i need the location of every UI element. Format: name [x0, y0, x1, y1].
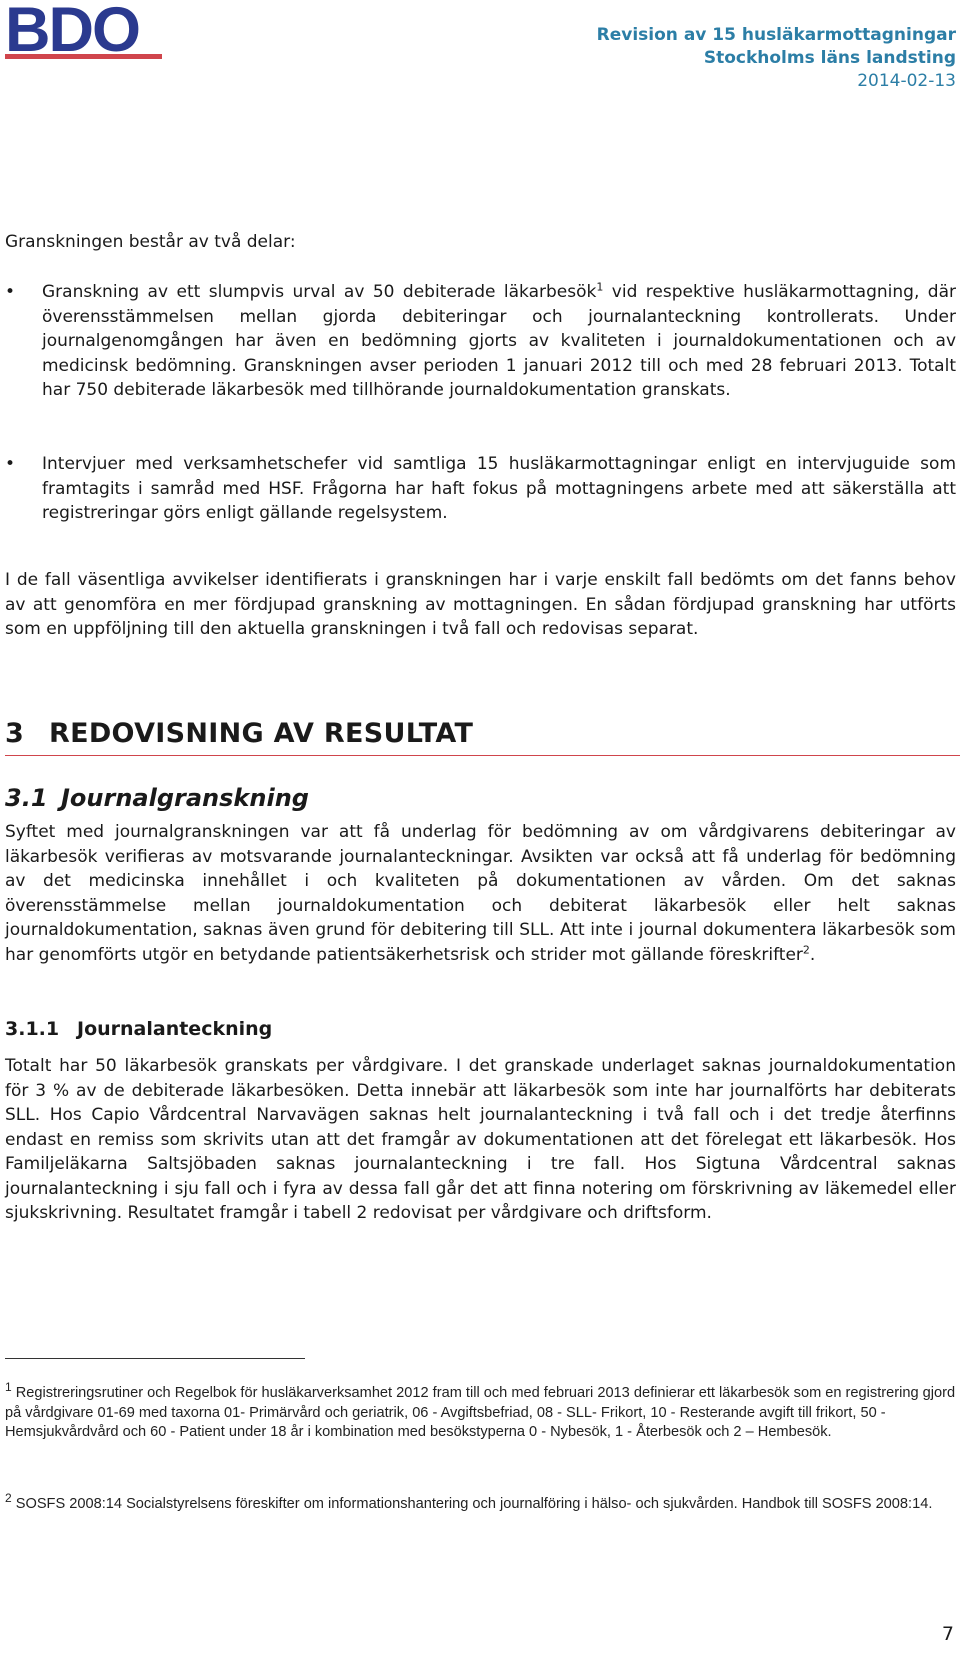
footnote-mark: 1: [5, 1380, 12, 1395]
section-3-1-1-body: Totalt har 50 läkarbesök granskats per vårdgivare. I det granskade underlaget saknas journaldokumentation för 3 % av de debiterade läkarbesöken. Detta innebär att läkarbesök som inte har journalförts har debiterats SLL. Hos Capio Vårdcentral Narvavägen saknas helt journalanteckning i två fall och i det tredje återfinns endast en remiss som skrivits utan att det framgår av dokumentationen att det förelegat ett läkarbesök. Hos Familjeläkarna Saltsjöbaden saknas journalanteckning i tre fall. Hos Sigtuna Vårdcentral saknas journalanteckning i sju fall och i fyra av dessa fall går det att finna notering om förskrivning av läkemedel eller sjukskrivning. Resultatet framgår i tabell 2 redovisat per vårdgivare och driftsform.: [5, 1056, 956, 1223]
bullet-text-cont: vid respektive husläkarmottagning, där överensstämmelsen mellan gjorda debiteringar och journalanteckning kontrollerats. Under journalgenomgången har även en bedömning gjorts av kvaliteten i journaldokumentationen och av medicinsk bedömning. Granskningen avser perioden 1 januari 2012 till och med 28 februari 2013. Totalt har 750 debiterade läkarbesök med tillhörande journaldokumentation granskats.: [42, 282, 956, 400]
section-number: 3.1.1: [5, 1018, 60, 1040]
section-number: 3: [5, 718, 25, 749]
logo-text: BDO: [5, 2, 139, 64]
bdo-logo: [5, 2, 165, 64]
body-text: Syftet med journalgranskningen var att få underlag för bedömning av om vårdgivarens debiteringar av läkarbesök verifieras av motsvarande journalanteckningar. Avsikten var också att få underlag för bedömning av det medicinska innehållet i och kvaliteten på dokumentationen av vården. Om det saknas överensstämmelse mellan journaldokumentation och debiterat läkarbesök eller helt saknas journaldokumentation, saknas även grund för debitering till SLL. Att inte i journal dokumentera läkarbesök som har genomförts utgör en betydande patientsäkerhetsrisk och strider mot gällande föreskrifter: [5, 822, 956, 965]
footnote-mark: 2: [5, 1491, 12, 1506]
footnote-text: SOSFS 2008:14 Socialstyrelsens föreskifter om informationshantering och journalföring i hälso- och sjukvården. Handbok till SOSFS 2008:14.: [11, 1496, 933, 1512]
header-subtitle: Stockholms läns landsting: [703, 48, 956, 68]
bullet-item-sample-review: [5, 280, 956, 403]
section-3-1-body: [5, 820, 956, 967]
footnote-text: Registreringsrutiner och Regelbok för husläkarverksamhet 2012 fram till och med februari 2013 definierar ett läkarbesök som en registrering gjord på vårdgivare 01-69 med taxorna 01- Primärvård och geriatrik, 06 - Avgiftsbefriad, 08 - SLL- Frikort, 10 - Resterande avgift till frikort, 50 - Hemsjukvårdvård och 60 - Patient under 18 år i kombination med besökstyperna 0 - Nybesök, 1 - Återbesök och 2 – Hembesök.: [5, 1385, 956, 1440]
section-title: Journalanteckning: [77, 1018, 273, 1040]
footnote-separator: [5, 1358, 305, 1359]
header-title: Revision av 15 husläkarmottagningar: [596, 25, 956, 45]
paragraph-deviations: I de fall väsentliga avvikelser identifierats i granskningen har i varje enskilt fall bedömts om det fanns behov av att genomföra en mer fördjupad granskning av mottagningen. En sådan fördjupad granskning har utförts som en uppföljning till den aktuella granskningen i två fall och redovisas separat.: [5, 570, 956, 639]
header-date: 2014-02-13: [857, 71, 956, 91]
bullet-list-2: [5, 452, 956, 526]
footnote-ref-2: 2: [802, 942, 810, 956]
footnote-1: [5, 1380, 956, 1443]
footnote-ref-1: 1: [596, 280, 604, 294]
section-number: 3.1: [5, 784, 48, 812]
bullet-item-interviews: • Intervjuer med verksamhetschefer vid samtliga 15 husläkarmottagningar enligt en intervjuguide som framtagits i samråd med HSF. Frågorna har haft fokus på mottagningens arbete med att säkerställa att registreringar görs enligt gällande regelsystem.: [5, 452, 956, 526]
page-number: 7: [941, 1623, 954, 1645]
running-header: [597, 24, 956, 93]
section-heading-3-1-1: [5, 1018, 272, 1040]
section-title: REDOVISNING AV RESULTAT: [49, 718, 474, 749]
section-title: Journalgranskning: [61, 784, 309, 812]
section-heading-3: [5, 718, 960, 756]
body-text-end: .: [809, 944, 816, 965]
bullet-text: Granskning av ett slumpvis urval av 50 debiterade läkarbesök: [42, 282, 597, 302]
bullet-list-1: [5, 280, 956, 403]
intro-text: Granskningen består av två delar:: [5, 232, 296, 252]
section-heading-3-1: [5, 784, 309, 812]
footnote-2: [5, 1491, 956, 1515]
